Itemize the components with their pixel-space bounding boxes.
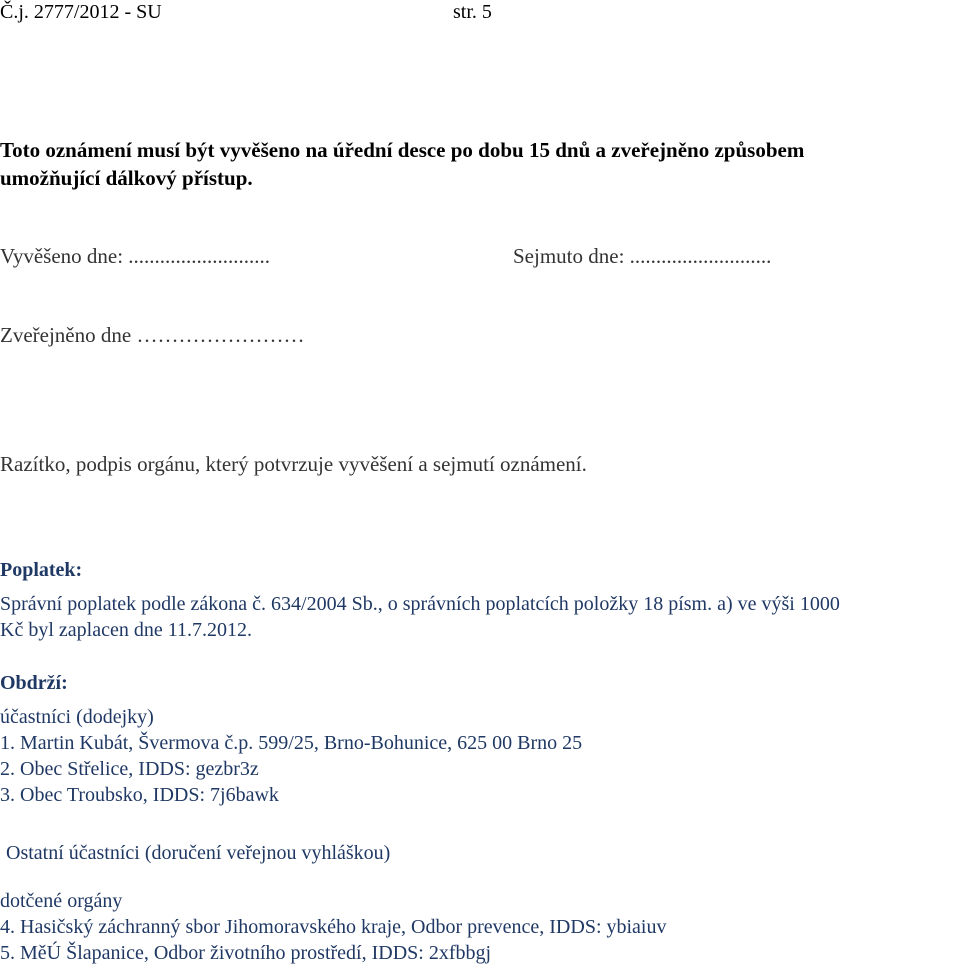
posted-date-field: Vyvěšeno dne: ........................... — [0, 244, 271, 268]
authorities-label: dotčené orgány — [0, 890, 123, 912]
authority-item: 4. Hasičský záchranný sbor Jihomoravského kraje, Odbor prevence, IDDS: ybiaiuv — [0, 916, 667, 938]
participants-label: účastníci (dodejky) — [0, 706, 154, 728]
recipient-item: 1. Martin Kubát, Švermova č.p. 599/25, Brno-Bohunice, 625 00 Brno 25 — [0, 732, 583, 754]
recipients-heading: Obdrží: — [0, 672, 68, 694]
notice-line-2: umožňující dálkový přístup. — [0, 166, 253, 190]
other-participants-note: Ostatní účastníci (doručení veřejnou vyhláškou) — [6, 842, 391, 864]
removed-date-field: Sejmuto dne: ........................... — [513, 244, 772, 268]
reference-number: Č.j. 2777/2012 - SU — [0, 1, 162, 23]
recipient-item: 2. Obec Střelice, IDDS: gezbr3z — [0, 758, 259, 780]
fee-text-line-1: Správní poplatek podle zákona č. 634/2004 Sb., o správních poplatcích položky 18 písm. a) ve výši 1000 — [0, 593, 840, 615]
notice-line-1: Toto oznámení musí být vyvěšeno na úřední desce po dobu 15 dnů a zveřejněno způsobem — [0, 138, 805, 162]
posting-row — [0, 244, 772, 268]
fee-text-line-2: Kč byl zaplacen dne 11.7.2012. — [0, 619, 252, 641]
published-date-field: Zveřejněno dne …………………… — [0, 323, 305, 347]
recipient-item: 3. Obec Troubsko, IDDS: 7j6bawk — [0, 784, 279, 806]
stamp-note: Razítko, podpis orgánu, který potvrzuje vyvěšení a sejmutí oznámení. — [0, 452, 587, 476]
page-header — [0, 1, 492, 23]
authority-item: 5. MěÚ Šlapanice, Odbor životního prostředí, IDDS: 2xfbbgj — [0, 942, 492, 964]
fee-heading: Poplatek: — [0, 559, 83, 581]
page-number: str. 5 — [453, 1, 492, 23]
